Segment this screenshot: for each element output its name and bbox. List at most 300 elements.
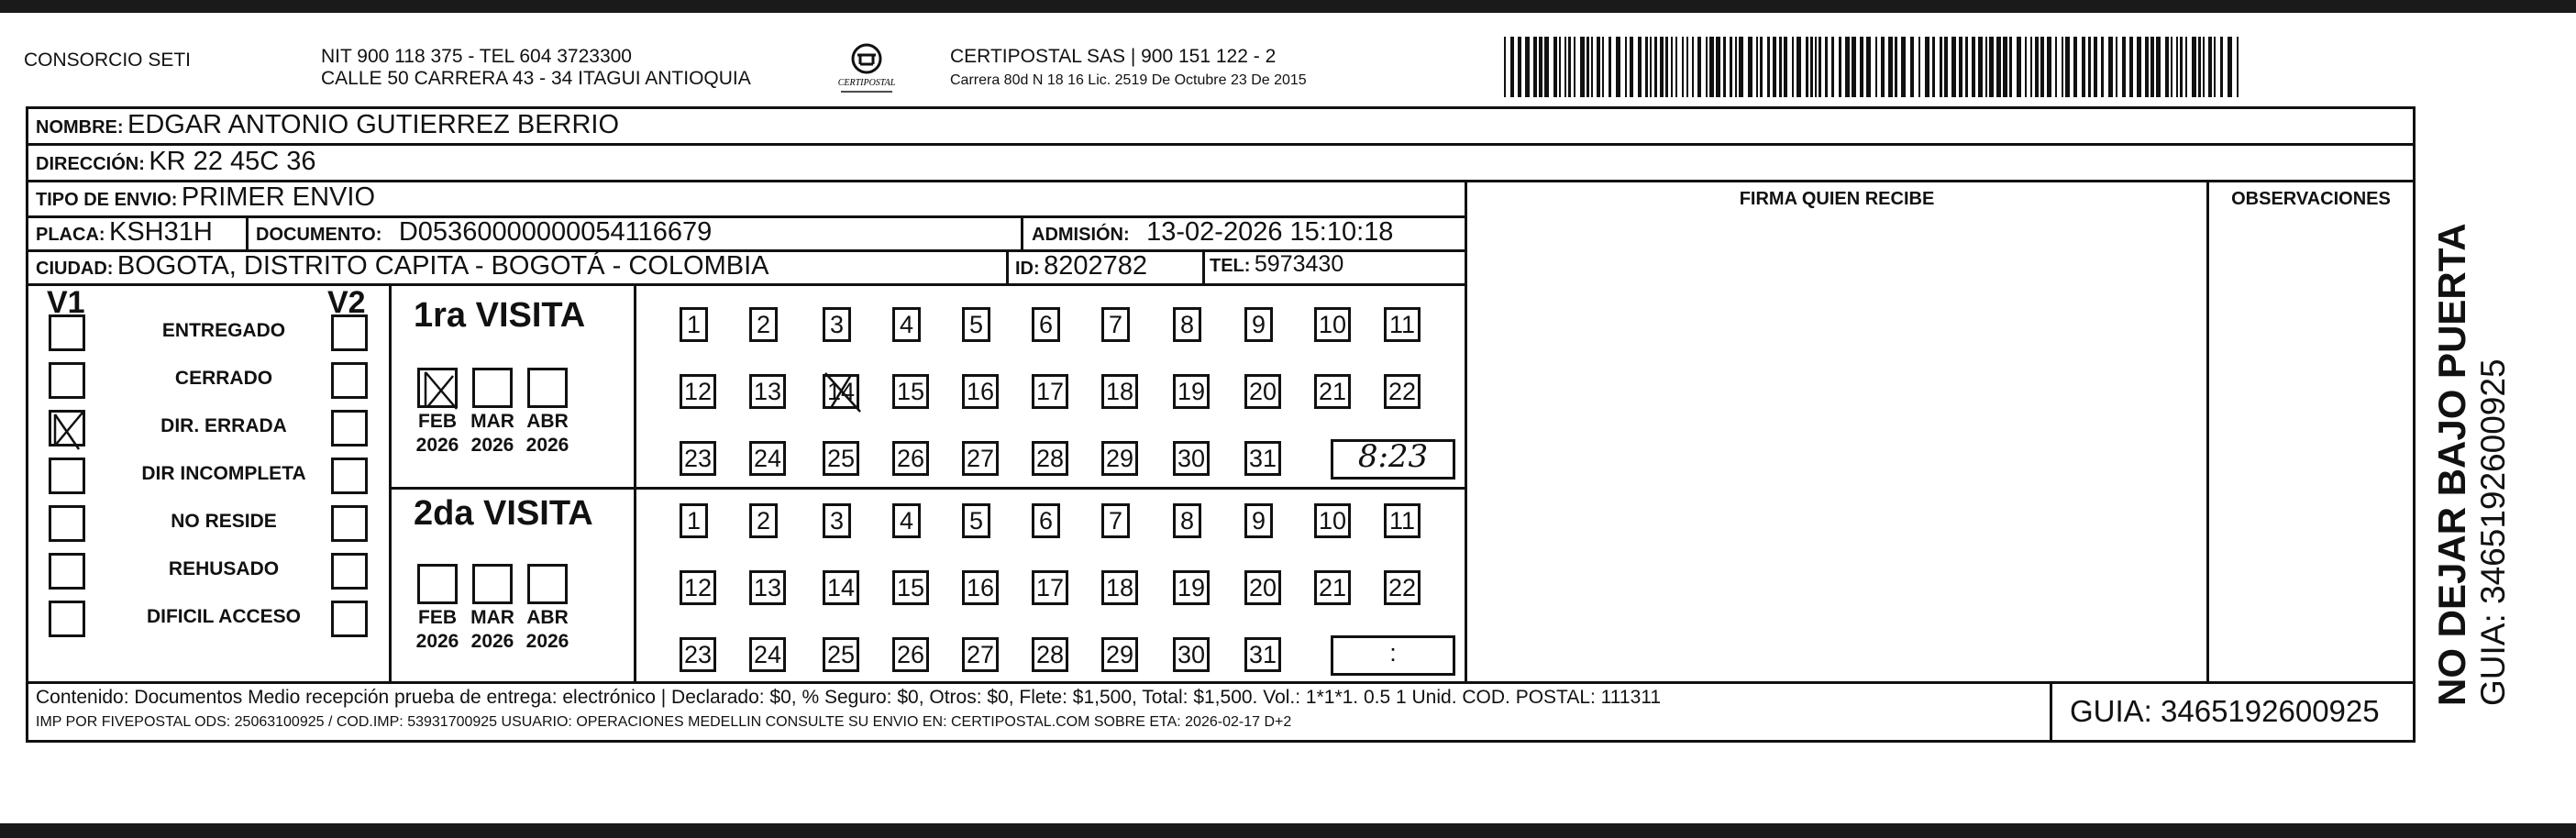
first-visit-day-box[interactable] (749, 374, 786, 409)
barcode-bar (2156, 37, 2161, 97)
license-line: Carrera 80d N 18 16 Lic. 2519 De Octubre 23 De 2015 (950, 72, 1307, 88)
barcode-bar (1815, 37, 1817, 97)
second-visit-day-number: 16 (966, 574, 995, 601)
second-visit-month-box-feb[interactable] (417, 564, 458, 604)
first-visit-day-box[interactable] (1032, 441, 1068, 476)
tipo-envio-label: TIPO DE ENVIO: (36, 190, 178, 210)
first-visit-day-box[interactable] (1384, 374, 1421, 409)
barcode-bar (1739, 37, 1743, 97)
first-visit-day-box[interactable] (1173, 307, 1201, 342)
barcode-bar (2065, 37, 2070, 97)
barcode-bar (1638, 37, 1642, 97)
v1-checkbox-cerrado[interactable] (49, 362, 85, 399)
barcode-bar (1559, 37, 1561, 97)
second-visit-day-number: 6 (1038, 507, 1054, 535)
first-visit-day-number: 1 (686, 311, 702, 338)
barcode-bar (1918, 37, 1920, 97)
barcode-bar (2122, 37, 2126, 97)
second-visit-day-box[interactable] (1244, 637, 1281, 672)
second-visit-day-number: 5 (968, 507, 984, 535)
first-visit-day-box[interactable] (1032, 307, 1060, 342)
imp-line: IMP POR FIVEPOSTAL ODS: 25063100925 / COD.IMP: 53931700925 USUARIO: OPERACIONES MEDELLIN CONSULTE SU ENVIO EN: CERTIPOSTAL.COM SOBRE ETA: 2026-02-17 D+2 (36, 714, 1292, 730)
second-visit-day-number: 3 (829, 507, 845, 535)
barcode-bar (1654, 37, 1657, 97)
first-visit-day-box[interactable] (680, 374, 716, 409)
second-visit-day-number: 9 (1251, 507, 1266, 535)
barcode-bar (2214, 37, 2216, 97)
second-visit-day-number: 4 (899, 507, 914, 535)
second-visit-day-number: 15 (896, 574, 925, 601)
first-visit-day-number: 31 (1248, 445, 1277, 472)
barcode-bar (1888, 37, 1893, 97)
first-visit-day-number: 27 (966, 445, 995, 472)
first-visit-day-box[interactable] (1173, 374, 1210, 409)
barcode-bar (1709, 37, 1714, 97)
first-visit-day-number: 23 (683, 445, 713, 472)
second-visit-day-box[interactable] (892, 570, 929, 605)
v2-checkbox-entregado[interactable] (331, 314, 368, 351)
v1-checkbox-dir-errada[interactable] (49, 410, 85, 447)
admision-value: 13-02-2026 15:10:18 (1146, 217, 1394, 247)
second-visit-time-box[interactable] (1331, 635, 1455, 676)
barcode-bar (2198, 37, 2201, 97)
v2-checkbox-dificil-acceso[interactable] (331, 601, 368, 637)
second-visit-day-box[interactable] (1244, 503, 1273, 538)
barcode-bar (1839, 37, 1841, 97)
first-visit-day-number: 25 (826, 445, 856, 472)
first-visit-day-box[interactable] (962, 374, 999, 409)
first-visit-time-box[interactable] (1331, 439, 1455, 480)
barcode-bar (2062, 37, 2063, 97)
first-visit-month-box-feb[interactable] (417, 368, 458, 408)
barcode-bar (1940, 37, 1942, 97)
second-visit-day-number: 13 (753, 574, 782, 601)
admision-label: ADMISIÓN: (1032, 225, 1130, 245)
placa-label: PLACA: (36, 225, 105, 245)
barcode-bar (1989, 37, 1994, 97)
first-visit-day-number: 24 (753, 445, 782, 472)
first-visit-day-number: 17 (1035, 378, 1065, 405)
second-visit-day-number: 18 (1105, 574, 1134, 601)
second-visit-day-box[interactable] (1101, 570, 1138, 605)
second-visit-day-box[interactable] (823, 637, 859, 672)
barcode-bar (1504, 37, 1506, 97)
second-visit-day-box[interactable] (1314, 503, 1351, 538)
footer-guia: GUIA: 3465192600925 (2070, 694, 2380, 728)
barcode-bar (1716, 37, 1720, 97)
second-visit-month-label: FEB (418, 607, 457, 628)
first-visit-day-box[interactable] (1101, 374, 1138, 409)
barcode-bar (2025, 37, 2027, 97)
first-visit-month-box-mar[interactable] (472, 368, 513, 408)
first-visit-day-number: 12 (683, 378, 713, 405)
barcode-bar (1692, 37, 1694, 97)
barcode-bar (1825, 37, 1828, 97)
first-visit-day-number: 3 (829, 311, 845, 338)
second-visit-day-number: 21 (1318, 574, 1347, 601)
barcode-bar (1831, 37, 1834, 97)
tipo-envio-value: PRIMER ENVIO (181, 182, 376, 212)
first-visit-month-label: MAR (470, 411, 514, 432)
first-visit-day-box[interactable] (823, 374, 859, 409)
barcode-bar (1525, 37, 1530, 97)
second-visit-day-number: 10 (1318, 507, 1347, 535)
barcode-bar (2082, 37, 2085, 97)
second-visit-day-box[interactable] (1101, 503, 1130, 538)
barcode-bar (2228, 37, 2232, 97)
barcode-bar (2185, 37, 2187, 97)
first-visit-day-number: 28 (1035, 445, 1065, 472)
barcode-bar (1510, 37, 1514, 97)
first-visit-day-box[interactable] (823, 307, 851, 342)
second-visit-day-number: 8 (1179, 507, 1195, 535)
barcode-bar (1797, 37, 1801, 97)
first-visit-day-box[interactable] (1314, 374, 1351, 409)
barcode-bar (1910, 37, 1914, 97)
v2-checkbox-no-reside[interactable] (331, 505, 368, 542)
first-visit-day-number: 16 (966, 378, 995, 405)
barcode-bar (1881, 37, 1885, 97)
second-visit-day-box[interactable] (680, 570, 716, 605)
barcode-bar (1645, 37, 1648, 97)
nombre-label: NOMBRE: (36, 117, 124, 138)
ciudad-value: BOGOTA, DISTRITO CAPITA - BOGOTÁ - COLOMBIA (116, 251, 769, 281)
barcode-bar (2192, 37, 2196, 97)
second-visit-day-number: 2 (756, 507, 771, 535)
first-visit-day-number: 13 (753, 378, 782, 405)
first-visit-title: 1ra VISITA (414, 296, 586, 335)
barcode-bar (1779, 37, 1782, 97)
placa-value: KSH31H (109, 217, 213, 247)
first-visit-day-box[interactable] (962, 307, 990, 342)
second-visit-month-year: 2026 (470, 631, 514, 652)
barcode-bar (1533, 37, 1537, 97)
first-visit-day-box[interactable] (1101, 307, 1130, 342)
firma-header: FIRMA QUIEN RECIBE (1739, 189, 1935, 209)
direccion-label: DIRECCIÓN: (36, 154, 145, 174)
side-guide-text (2430, 223, 2513, 706)
v1-checkbox-dir-incompleta[interactable] (49, 458, 85, 494)
first-visit-day-number: 7 (1108, 311, 1123, 338)
certipostal-logo (830, 42, 903, 97)
v1-checkbox-dificil-acceso[interactable] (49, 601, 85, 637)
barcode-bar (1985, 37, 1987, 97)
first-visit-day-number: 14 (826, 378, 856, 405)
first-visit-month-box-abr[interactable] (527, 368, 568, 408)
second-visit-day-box[interactable] (680, 503, 708, 538)
first-visit-day-box[interactable] (749, 307, 778, 342)
check-mark-icon (420, 370, 460, 411)
status-label-dir-incompleta: DIR INCOMPLETA (141, 463, 306, 484)
barcode-bar (2171, 37, 2172, 97)
first-visit-day-box[interactable] (1314, 307, 1351, 342)
no-dejar-bajo-puerta: NO DEJAR BAJO PUERTA (2430, 223, 2473, 706)
second-visit-day-number: 24 (753, 641, 782, 668)
second-visit-day-box[interactable] (962, 637, 999, 672)
v2-checkbox-dir-incompleta[interactable] (331, 458, 368, 494)
first-visit-day-number: 11 (1388, 311, 1416, 338)
placa-field (36, 217, 213, 248)
second-visit-day-box[interactable] (1314, 570, 1351, 605)
second-visit-month-box-abr[interactable] (527, 564, 568, 604)
barcode-bar (1602, 37, 1604, 97)
second-visit-day-box[interactable] (892, 637, 929, 672)
first-visit-day-box[interactable] (1173, 441, 1210, 476)
first-visit-day-box[interactable] (892, 307, 921, 342)
first-visit-day-number: 18 (1105, 378, 1134, 405)
barcode-bar (2137, 37, 2141, 97)
id-value: 8202782 (1044, 251, 1148, 281)
id-field (1015, 251, 1147, 281)
second-visit-day-number: 27 (966, 641, 995, 668)
first-visit-time-value: 8:23 (1357, 438, 1429, 475)
first-visit-day-box[interactable] (749, 441, 786, 476)
first-visit-day-number: 29 (1105, 445, 1134, 472)
barcode-bar (1925, 37, 1929, 97)
barcode-bar (1901, 37, 1906, 97)
barcode-bar (1951, 37, 1956, 97)
first-visit-month-label: ABR (526, 411, 569, 432)
barcode-bar (2003, 37, 2007, 97)
barcode-bar (1568, 37, 1571, 97)
barcode-bar (1660, 37, 1664, 97)
first-visit-month-label: FEB (418, 411, 457, 432)
barcode-bar (1792, 37, 1794, 97)
tel-field (1210, 251, 1343, 278)
barcode-bar (2055, 37, 2057, 97)
second-visit-day-number: 17 (1035, 574, 1065, 601)
barcode-bar (2208, 37, 2212, 97)
consortium-name: CONSORCIO SETI (24, 50, 192, 71)
second-visit-day-number: 28 (1035, 641, 1065, 668)
first-visit-month-year: 2026 (525, 435, 569, 456)
barcode-bar (1518, 37, 1521, 97)
barcode-bar (1959, 37, 1962, 97)
second-visit-day-box[interactable] (680, 637, 716, 672)
first-visit-day-number: 5 (968, 311, 984, 338)
v2-checkbox-dir-errada[interactable] (331, 410, 368, 447)
company-line: CERTIPOSTAL SAS | 900 151 122 - 2 (950, 46, 1277, 67)
second-visit-day-box[interactable] (1384, 570, 1421, 605)
barcode-bar (2094, 37, 2097, 97)
barcode-bar (1819, 37, 1821, 97)
barcode-bar (1845, 37, 1850, 97)
first-visit-day-box[interactable] (1244, 441, 1281, 476)
first-visit-day-box[interactable] (892, 374, 929, 409)
barcode-bar (1944, 37, 1948, 97)
barcode-bar (2220, 37, 2223, 97)
barcode-bar (2030, 37, 2032, 97)
barcode-bar (2203, 37, 2205, 97)
second-visit-day-box[interactable] (1173, 503, 1201, 538)
observaciones-header: OBSERVACIONES (2231, 189, 2391, 209)
barcode-bar (1965, 37, 1968, 97)
first-visit-day-box[interactable] (1101, 441, 1138, 476)
address-line: CALLE 50 CARRERA 43 - 34 ITAGUI ANTIOQUIA (321, 68, 751, 89)
second-visit-month-label: ABR (526, 607, 569, 628)
first-visit-day-box[interactable] (1244, 307, 1273, 342)
barcode-bar (1564, 37, 1566, 97)
barcode-bar (2180, 37, 2183, 97)
barcode-bar (1767, 37, 1770, 97)
documento-field (256, 217, 712, 248)
second-visit-title: 2da VISITA (414, 494, 593, 533)
tel-label: TEL: (1210, 256, 1251, 276)
second-visit-day-box[interactable] (1032, 570, 1068, 605)
delivery-form (26, 106, 2416, 743)
second-visit-month-label: MAR (470, 607, 514, 628)
ciudad-field (36, 251, 768, 281)
barcode-bar (1650, 37, 1652, 97)
second-visit-day-number: 14 (826, 574, 856, 601)
barcode-bar (1697, 37, 1701, 97)
barcode-bar (2009, 37, 2012, 97)
barcode-bar (2035, 37, 2039, 97)
barcode-bar (2088, 37, 2091, 97)
second-visit-day-box[interactable] (749, 637, 786, 672)
first-visit-day-number: 2 (756, 311, 771, 338)
first-visit-day-box[interactable] (823, 441, 859, 476)
second-visit-day-number: 26 (896, 641, 925, 668)
barcode-bar (2047, 37, 2051, 97)
second-visit-day-box[interactable] (1173, 637, 1210, 672)
barcode-bar (1756, 37, 1758, 97)
second-visit-day-box[interactable] (1101, 637, 1138, 672)
tipo-envio-row (36, 182, 375, 213)
barcode-bar (2150, 37, 2154, 97)
barcode-bar (2145, 37, 2149, 97)
side-guia: GUIA: 3465192600925 (2474, 358, 2512, 706)
second-visit-day-box[interactable] (749, 503, 778, 538)
first-visit-day-box[interactable] (1384, 307, 1421, 342)
second-visit-day-number: 31 (1248, 641, 1277, 668)
barcode-bar (2116, 37, 2117, 97)
barcode-bar (2017, 37, 2021, 97)
second-visit-day-box[interactable] (1244, 570, 1281, 605)
tel-value: 5973430 (1254, 251, 1344, 277)
first-visit-day-number: 9 (1251, 311, 1266, 338)
id-label: ID: (1015, 259, 1040, 279)
barcode-bar (1665, 37, 1668, 97)
second-visit-day-box[interactable] (1032, 637, 1068, 672)
svg-text:CERTIPOSTAL: CERTIPOSTAL (837, 78, 896, 88)
barcode-bar (1682, 37, 1684, 97)
first-visit-day-number: 19 (1177, 378, 1206, 405)
second-visit-day-number: 30 (1177, 641, 1206, 668)
barcode-bar (1675, 37, 1677, 97)
first-visit-day-number: 6 (1038, 311, 1054, 338)
second-visit-day-number: 1 (686, 507, 702, 535)
barcode-bar (1544, 37, 1549, 97)
barcode-bar (1748, 37, 1752, 97)
second-visit-day-box[interactable] (1173, 570, 1210, 605)
second-visit-day-number: 23 (683, 641, 713, 668)
v1-label: V1 (47, 285, 85, 320)
second-visit-day-number: 20 (1248, 574, 1277, 601)
admision-field (1032, 217, 1393, 248)
first-visit-day-number: 26 (896, 445, 925, 472)
second-visit-day-box[interactable] (892, 503, 921, 538)
barcode-bar (1609, 37, 1611, 97)
first-visit-day-number: 8 (1179, 311, 1195, 338)
barcode-bar (1597, 37, 1600, 97)
second-visit-day-box[interactable] (1384, 503, 1421, 538)
nit-line: NIT 900 118 375 - TEL 604 3723300 (321, 46, 632, 67)
first-visit-month-year: 2026 (470, 435, 514, 456)
barcode-bar (1706, 37, 1708, 97)
second-visit-day-number: 19 (1177, 574, 1206, 601)
barcode-bar (1616, 37, 1620, 97)
second-visit-day-number: 7 (1108, 507, 1123, 535)
barcode-bar (1630, 37, 1633, 97)
barcode-bar (2108, 37, 2113, 97)
v1-checkbox-rehusado[interactable] (49, 553, 85, 590)
barcode-bar (1539, 37, 1542, 97)
documento-label: DOCUMENTO: (256, 225, 382, 245)
barcode-bar (1875, 37, 1877, 97)
barcode-bar (1860, 37, 1863, 97)
second-visit-day-box[interactable] (823, 570, 859, 605)
v2-checkbox-rehusado[interactable] (331, 553, 368, 590)
status-label-no-reside: NO RESIDE (171, 511, 277, 532)
second-visit-day-box[interactable] (749, 570, 786, 605)
nombre-row (36, 110, 619, 140)
first-visit-day-box[interactable] (1032, 374, 1068, 409)
barcode-bar (1996, 37, 2001, 97)
barcode (1504, 37, 2247, 97)
documento-value: D05360000000054116679 (398, 217, 713, 247)
v1-checkbox-entregado[interactable] (49, 314, 85, 351)
first-visit-day-box[interactable] (962, 441, 999, 476)
first-visit-day-number: 21 (1318, 378, 1347, 405)
first-visit-day-number: 15 (896, 378, 925, 405)
second-visit-month-year: 2026 (525, 631, 569, 652)
check-mark-icon (51, 413, 88, 449)
second-visit-day-box[interactable] (962, 570, 999, 605)
v2-checkbox-cerrado[interactable] (331, 362, 368, 399)
top-scan-border (0, 0, 2576, 13)
second-visit-day-box[interactable] (823, 503, 851, 538)
first-visit-day-box[interactable] (680, 441, 716, 476)
second-visit-day-number: 29 (1105, 641, 1134, 668)
second-visit-month-year: 2026 (415, 631, 459, 652)
barcode-bar (1806, 37, 1808, 97)
second-visit-day-box[interactable] (962, 503, 990, 538)
first-visit-day-box[interactable] (680, 307, 708, 342)
second-visit-day-number: 12 (683, 574, 713, 601)
barcode-bar (1587, 37, 1589, 97)
first-visit-day-box[interactable] (1244, 374, 1281, 409)
second-visit-time-value: : (1389, 639, 1397, 667)
first-visit-day-number: 22 (1388, 378, 1417, 405)
v2-label: V2 (327, 285, 366, 320)
v1-checkbox-no-reside[interactable] (49, 505, 85, 542)
second-visit-day-box[interactable] (1032, 503, 1060, 538)
second-visit-day-number: 25 (826, 641, 856, 668)
second-visit-month-box-mar[interactable] (472, 564, 513, 604)
direccion-row (36, 147, 316, 177)
barcode-bar (1978, 37, 1983, 97)
barcode-bar (2129, 37, 2133, 97)
barcode-bar (1723, 37, 1726, 97)
barcode-bar (1810, 37, 1813, 97)
status-label-rehusado: REHUSADO (168, 558, 280, 579)
status-label-dificil-acceso: DIFICIL ACCESO (146, 606, 301, 627)
barcode-bar (2073, 37, 2077, 97)
first-visit-day-box[interactable] (892, 441, 929, 476)
status-label-entregado: ENTREGADO (161, 320, 286, 341)
check-mark-icon (824, 371, 864, 415)
